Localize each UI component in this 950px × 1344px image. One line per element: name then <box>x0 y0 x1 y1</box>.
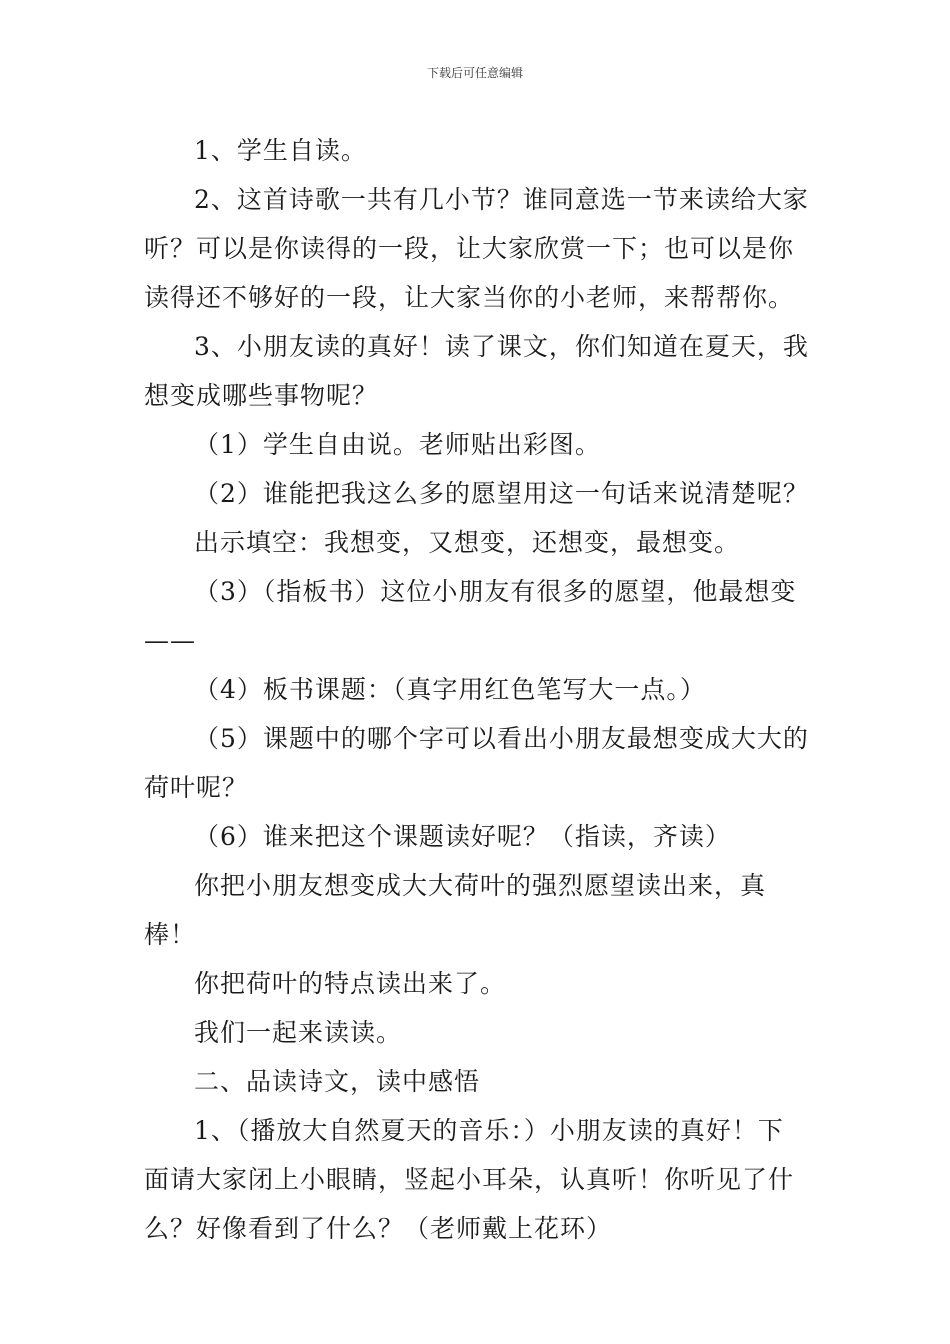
paragraph: （1）学生自由说。老师贴出彩图。 <box>194 430 601 459</box>
document-body <box>144 126 809 1253</box>
paragraph: 你把荷叶的特点读出来了。 <box>194 969 507 998</box>
paragraph: 1、学生自读。 <box>194 136 367 165</box>
paragraph: 1、（播放大自然夏天的音乐：）小朋友读的真好！下面请大家闭上小眼睛，竖起小耳朵，认真听！你听见了什么？好像看到了什么？（老师戴上花环） <box>144 1116 795 1243</box>
paragraph: 3、小朋友读的真好！读了课文，你们知道在夏天，我想变成哪些事物呢？ <box>144 332 809 410</box>
paragraph: 我们一起来读读。 <box>194 1018 403 1047</box>
paragraph: （5）课题中的哪个字可以看出小朋友最想变成大大的荷叶呢？ <box>144 724 809 802</box>
paragraph: 你把小朋友想变成大大荷叶的强烈愿望读出来，真棒！ <box>144 871 767 949</box>
paragraph: （6）谁来把这个课题读好呢？（指读，齐读） <box>194 822 731 851</box>
section-heading: 二、品读诗文，读中感悟 <box>194 1067 481 1096</box>
paragraph: （3）（指板书）这位小朋友有很多的愿望，他最想变—— <box>144 577 797 655</box>
paragraph: （2）谁能把我这么多的愿望用这一句话来说清楚呢？ <box>194 479 809 508</box>
page-header: 下载后可任意编辑 <box>426 66 523 80</box>
paragraph: 2、这首诗歌一共有几小节？谁同意选一节来读给大家听？可以是你读得的一段，让大家欣赏一下；也可以是你读得还不够好的一段，让大家当你的小老师，来帮帮你。 <box>144 185 809 312</box>
paragraph: （4）板书课题：（真字用红色笔写大一点。） <box>194 675 706 704</box>
paragraph: 出示填空：我想变，又想变，还想变，最想变。 <box>194 528 741 557</box>
